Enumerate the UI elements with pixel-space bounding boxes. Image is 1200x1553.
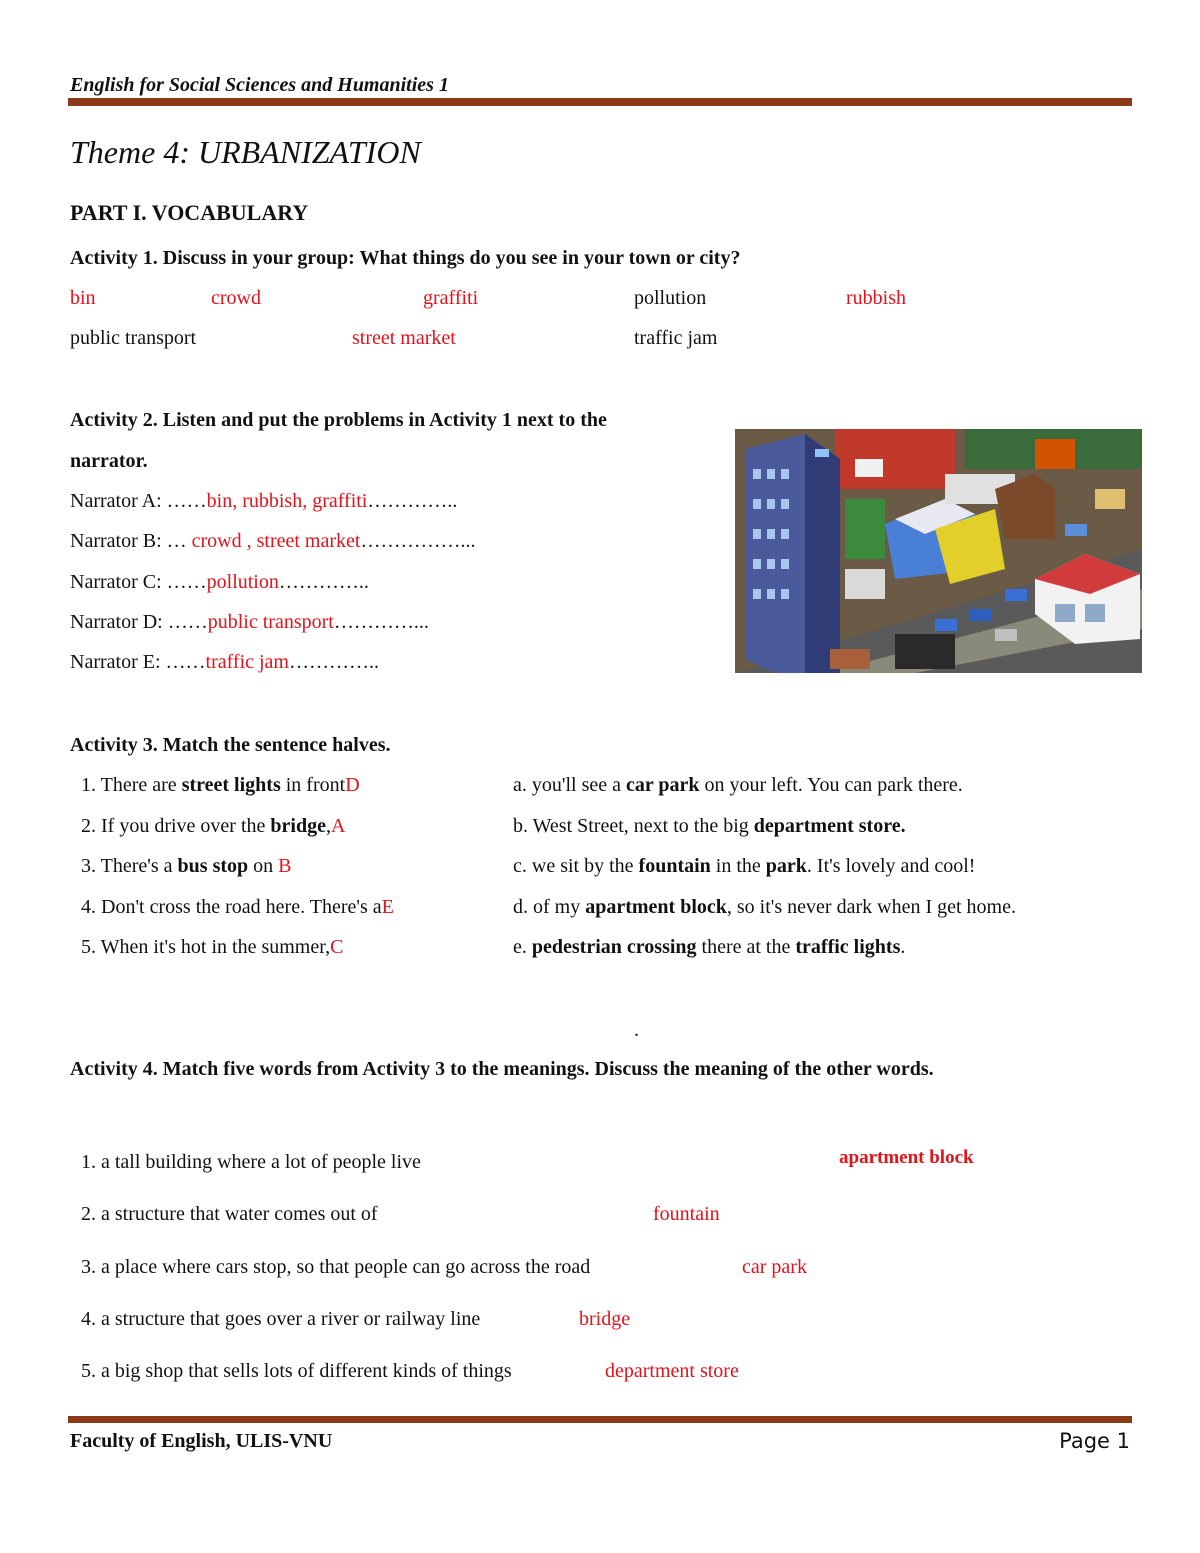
- footer-rule: [68, 1416, 1132, 1423]
- header-rule: [68, 98, 1132, 106]
- match-left-5: 5. When it's hot in the summer,C: [81, 936, 344, 958]
- meaning-3: 3. a place where cars stop, so that people can go across the road: [81, 1256, 591, 1278]
- page-number: Page 1: [1059, 1429, 1130, 1453]
- meaning-1: 1. a tall building where a lot of people live: [81, 1151, 421, 1173]
- activity4-title: Activity 4. Match five words from Activity 3 to the meanings. Discuss the meaning of the other words.: [70, 1058, 934, 1080]
- activity2-title-line1: Activity 2. Listen and put the problems in Activity 1 next to the: [70, 409, 607, 431]
- footer-faculty: Faculty of English, ULIS-VNU: [70, 1430, 333, 1452]
- activity3-title: Activity 3. Match the sentence halves.: [70, 734, 391, 756]
- word-street-market: street market: [352, 327, 456, 349]
- narrator-d: Narrator D: ……public transport…………...: [70, 611, 429, 633]
- meaning-3-answer: car park: [742, 1256, 807, 1278]
- activity1-title: Activity 1. Discuss in your group: What things do you see in your town or city?: [70, 247, 741, 269]
- meaning-5: 5. a big shop that sells lots of different kinds of things: [81, 1360, 512, 1382]
- word-public-transport: public transport: [70, 327, 197, 349]
- part-title: PART I. VOCABULARY: [70, 200, 309, 225]
- match-left-4: 4. Don't cross the road here. There's aE: [81, 896, 394, 918]
- word-rubbish: rubbish: [846, 287, 906, 309]
- header-title: English for Social Sciences and Humanities 1: [70, 74, 449, 96]
- match-left-3: 3. There's a bus stop on B: [81, 855, 292, 877]
- meaning-4: 4. a structure that goes over a river or railway line: [81, 1308, 481, 1330]
- match-right-a: a. you'll see a car park on your left. You can park there.: [513, 774, 963, 796]
- activity2-title-line2: narrator.: [70, 450, 148, 472]
- meaning-2-answer: fountain: [653, 1203, 720, 1225]
- word-pollution: pollution: [634, 287, 707, 309]
- theme-title: Theme 4: URBANIZATION: [70, 134, 421, 170]
- narrator-e: Narrator E: ……traffic jam…………..: [70, 651, 379, 673]
- match-right-c: c. we sit by the fountain in the park. It's lovely and cool!: [513, 855, 976, 877]
- meaning-1-answer: apartment block: [839, 1147, 974, 1168]
- meaning-5-answer: department store: [605, 1360, 739, 1382]
- narrator-c: Narrator C: ……pollution…………..: [70, 571, 369, 593]
- word-traffic-jam: traffic jam: [634, 327, 718, 349]
- narrator-a: Narrator A: ……bin, rubbish, graffiti…………..: [70, 490, 458, 512]
- match-left-2: 2. If you drive over the bridge,A: [81, 815, 346, 837]
- narrator-b: Narrator B: … crowd , street market……………...: [70, 530, 476, 552]
- stray-dot: .: [634, 1019, 639, 1041]
- match-right-d: d. of my apartment block, so it's never dark when I get home.: [513, 896, 1016, 918]
- city-illustration: [735, 429, 1142, 673]
- word-graffiti: graffiti: [423, 287, 479, 309]
- match-left-1: 1. There are street lights in frontD: [81, 774, 360, 796]
- word-bin: bin: [70, 287, 96, 309]
- meaning-2: 2. a structure that water comes out of: [81, 1203, 378, 1225]
- match-right-e: e. pedestrian crossing there at the traffic lights.: [513, 936, 906, 958]
- match-right-b: b. West Street, next to the big department store.: [513, 815, 906, 837]
- word-crowd: crowd: [211, 287, 261, 309]
- meaning-4-answer: bridge: [579, 1308, 631, 1330]
